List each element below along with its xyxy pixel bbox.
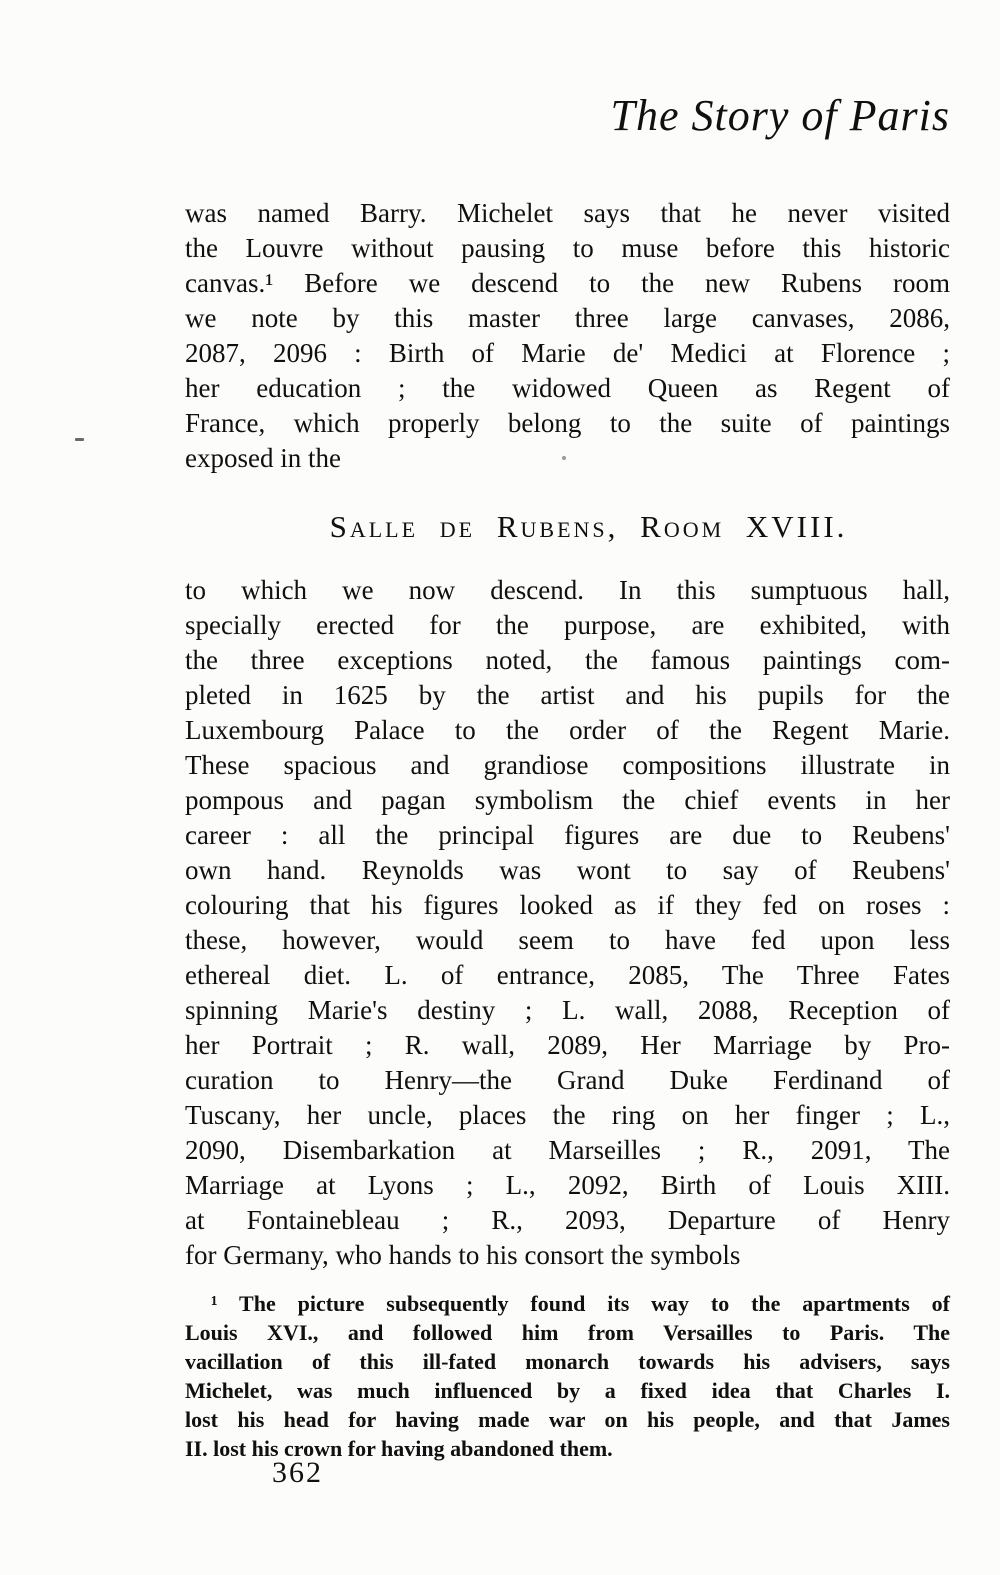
text-line: pleted in 1625 by the artist and his pupils for the — [185, 680, 950, 710]
text-line: 2087, 2096 : Birth of Marie de' Medici at Florence ; — [185, 338, 950, 368]
paragraph-1 — [185, 196, 950, 476]
text-line: lost his head for having made war on his people, and that James — [185, 1407, 950, 1432]
text-line: France, which properly belong to the suite of paintings — [185, 408, 950, 438]
text-line: vacillation of this ill-fated monarch towards his advisers, says — [185, 1349, 950, 1374]
page-number: 362 — [272, 1456, 323, 1489]
text-line: ethereal diet. L. of entrance, 2085, The Three Fates — [185, 960, 950, 990]
text-line: These spacious and grandiose compositions illustrate in — [185, 750, 950, 780]
text-line: exposed in the — [185, 443, 341, 473]
text-line: canvas.¹ Before we descend to the new Rubens room — [185, 268, 950, 298]
text-line: Michelet, was much influenced by a fixed idea that Charles I. — [185, 1378, 950, 1403]
text-line: colouring that his figures looked as if they fed on roses : — [185, 890, 950, 920]
text-line: specially erected for the purpose, are exhibited, with — [185, 610, 950, 640]
text-line: the three exceptions noted, the famous paintings com- — [185, 645, 950, 675]
text-line: ¹ The picture subsequently found its way to the apartments of — [211, 1291, 950, 1316]
text-line: these, however, would seem to have fed upon less — [185, 925, 950, 955]
text-line: Tuscany, her uncle, places the ring on her finger ; L., — [185, 1100, 950, 1130]
running-header: The Story of Paris — [610, 91, 950, 140]
section-heading: Salle de Rubens, Room XVIII. — [329, 509, 848, 544]
text-line: Louis XVI., and followed him from Versailles to Paris. The — [185, 1320, 950, 1345]
text-line: for Germany, who hands to his consort the symbols — [185, 1240, 741, 1270]
text-line: pompous and pagan symbolism the chief events in her — [185, 785, 950, 815]
text-line: Marriage at Lyons ; L., 2092, Birth of Louis XIII. — [185, 1170, 950, 1200]
text-line: was named Barry. Michelet says that he never visited — [185, 198, 950, 228]
text-line: own hand. Reynolds was wont to say of Reubens' — [185, 855, 950, 885]
ink-speck — [562, 456, 566, 460]
text-line: her Portrait ; R. wall, 2089, Her Marriage by Pro- — [185, 1030, 950, 1060]
footnote — [185, 1289, 950, 1463]
text-line: spinning Marie's destiny ; L. wall, 2088, Reception of — [185, 995, 950, 1025]
text-line: 2090, Disembarkation at Marseilles ; R., 2091, The — [185, 1135, 950, 1165]
text-line: II. lost his crown for having abandoned them. — [185, 1436, 613, 1461]
text-line: the Louvre without pausing to muse before this historic — [185, 233, 950, 263]
text-line: Luxembourg Palace to the order of the Regent Marie. — [185, 715, 950, 745]
text-line: career : all the principal figures are due to Reubens' — [185, 820, 950, 850]
text-line: at Fontainebleau ; R., 2093, Departure of Henry — [185, 1205, 950, 1235]
paragraph-2 — [185, 573, 950, 1273]
text-line: to which we now descend. In this sumptuous hall, — [185, 575, 950, 605]
text-line: we note by this master three large canvases, 2086, — [185, 303, 950, 333]
text-line: curation to Henry—the Grand Duke Ferdinand of — [185, 1065, 950, 1095]
ink-speck — [75, 438, 84, 441]
text-line: her education ; the widowed Queen as Regent of — [185, 373, 950, 403]
